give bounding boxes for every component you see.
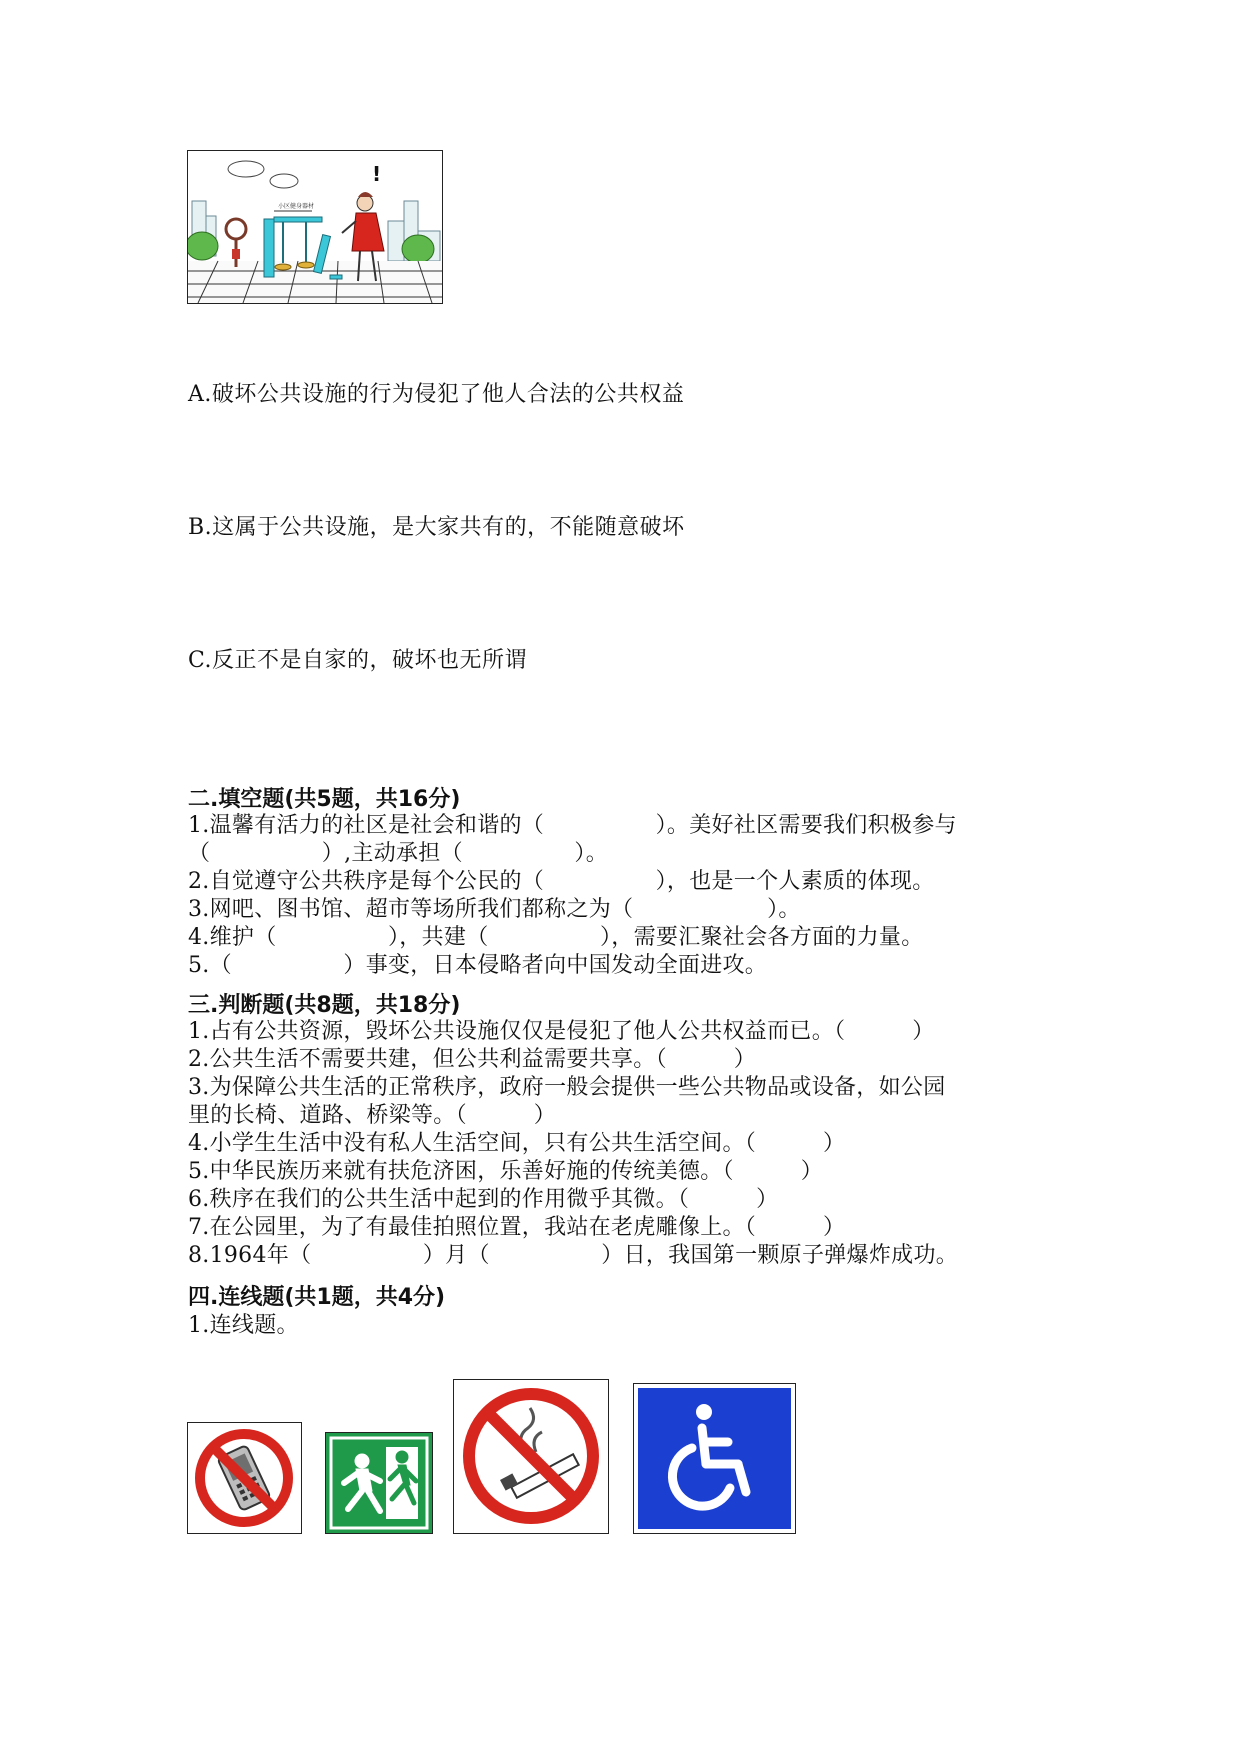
true-false-line: 7.在公园里，为了有最佳拍照位置，我站在老虎雕像上。（ ） [188,1215,846,1240]
option-b: B.这属于公共设施，是大家共有的，不能随意破坏 [188,515,685,540]
fill-blank-line: 2.自觉遵守公共秩序是每个公民的（ ），也是一个人素质的体现。 [188,869,935,894]
true-false-line: 6.秩序在我们的公共生活中起到的作用微乎其微。（ ） [188,1187,779,1212]
no-phone-sign [187,1422,302,1534]
section-matching-title: 四.连线题(共1题，共4分) [188,1285,446,1310]
option-c: C.反正不是自家的，破坏也无所谓 [188,648,528,673]
section-fill-blank-title: 二.填空题(共5题，共16分) [188,787,461,812]
true-false-line: 里的长椅、道路、桥梁等。（ ） [188,1103,557,1128]
accessibility-sign [633,1383,796,1534]
no-smoking-sign [453,1379,609,1534]
fill-blank-line: （ ）,主动承担（ ）。 [188,841,608,866]
park-equipment-cartoon [187,150,443,304]
equipment-sign-text: 小区健身器材 [278,203,315,210]
true-false-line: 5.中华民族历来就有扶危济困，乐善好施的传统美德。（ ） [188,1159,823,1184]
fill-blank-line: 5.（ ）事变，日本侵略者向中国发动全面进攻。 [188,953,768,978]
matching-line: 1.连线题。 [188,1313,299,1338]
fill-blank-line: 4.维护（ ），共建（ ），需要汇聚社会各方面的力量。 [188,925,924,950]
true-false-line: 8.1964年（ ）月（ ）日，我国第一颗原子弹爆炸成功。 [188,1243,959,1268]
fill-blank-line: 3.网吧、图书馆、超市等场所我们都称之为（ ）。 [188,897,801,922]
true-false-line: 3.为保障公共生活的正常秩序，政府一般会提供一些公共物品或设备，如公园 [188,1075,946,1100]
true-false-line: 2.公共生活不需要共建，但公共利益需要共享。（ ） [188,1047,757,1072]
option-a: A.破坏公共设施的行为侵犯了他人合法的公共权益 [188,382,685,407]
true-false-line: 4.小学生生活中没有私人生活空间，只有公共生活空间。（ ） [188,1131,846,1156]
true-false-line: 1.占有公共资源，毁坏公共设施仅仅是侵犯了他人公共权益而已。（ ） [188,1019,935,1044]
svg-text:!: ! [372,162,382,186]
section-true-false-title: 三.判断题(共8题，共18分) [188,993,461,1018]
emergency-exit-sign [325,1432,433,1534]
fill-blank-line: 1.温馨有活力的社区是社会和谐的（ ）。美好社区需要我们积极参与 [188,813,957,838]
